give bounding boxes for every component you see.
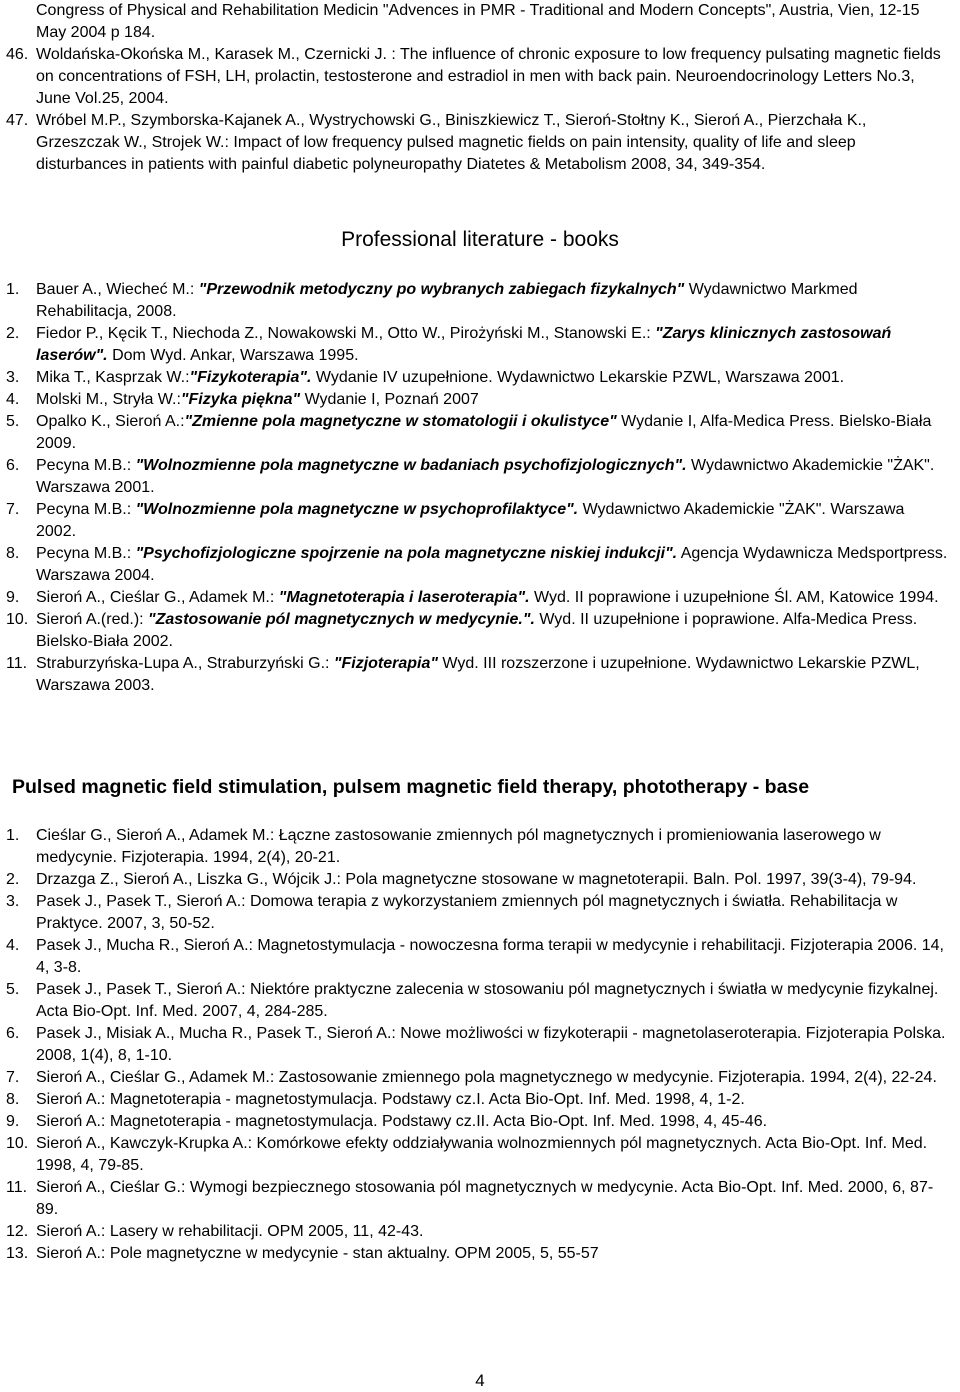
book-authors: Straburzyńska-Lupa A., Straburzyński G.: xyxy=(36,655,334,672)
article-number: 5. xyxy=(6,981,20,998)
book-publisher: Wyd. II uzupełnione i poprawione. Alfa-Medica Press. Bielsko-Biała 2002. xyxy=(36,611,918,650)
article-number: 1. xyxy=(6,827,20,844)
book-title: "Wolnozmienne pola magnetyczne w badaniach psychofizjologicznych". xyxy=(135,457,687,474)
pulsed-heading: Pulsed magnetic field stimulation, pulsem magnetic field therapy, phototherapy - base xyxy=(12,776,810,798)
article-text: Sieroń A.: Magnetoterapia - magnetostymulacja. Podstawy cz.II. Acta Bio-Opt. Inf. Med. 1998, 4, 45-46. xyxy=(36,1113,768,1130)
book-title: "Zmienne pola magnetyczne w stomatologii i okulistyce" xyxy=(184,413,617,430)
book-item xyxy=(0,389,960,411)
book-number: 8. xyxy=(6,545,20,562)
article-item xyxy=(0,825,960,869)
reference-list-top xyxy=(0,0,960,176)
article-number: 6. xyxy=(6,1025,20,1042)
book-item xyxy=(0,587,960,609)
article-text: Pasek J., Mucha R., Sieroń A.: Magnetostymulacja - nowoczesna forma terapii w medycynie i rehabilitacji. Fizjoterapia 2006. 14, 4, 3-8. xyxy=(36,937,944,976)
books-list xyxy=(0,279,960,697)
book-number: 7. xyxy=(6,501,20,518)
article-number: 8. xyxy=(6,1091,20,1108)
books-heading: Professional literature - books xyxy=(341,228,619,251)
book-authors: Opalko K., Sieroń A.: xyxy=(36,413,185,430)
book-number: 2. xyxy=(6,325,20,342)
article-number: 9. xyxy=(6,1113,20,1130)
book-publisher: Agencja Wydawnicza Medsportpress. Warszawa 2004. xyxy=(36,545,948,584)
book-number: 9. xyxy=(6,589,20,606)
book-publisher: Wydanie I, Poznań 2007 xyxy=(300,391,479,408)
article-item xyxy=(0,1067,960,1089)
article-number: 13. xyxy=(6,1245,29,1262)
article-item xyxy=(0,891,960,935)
book-number: 4. xyxy=(6,391,20,408)
article-text: Sieroń A., Kawczyk-Krupka A.: Komórkowe efekty oddziaływania wolnozmiennych pól magnetycznych. Acta Bio-Opt. Inf. Med. 1998, 4, 79-85. xyxy=(36,1135,928,1174)
book-title: "Magnetoterapia i laseroterapia". xyxy=(278,589,530,606)
reference-text: Wróbel M.P., Szymborska-Kajanek A., Wystrychowski G., Biniszkiewicz T., Sieroń-Stołtny K., Sieroń A., Pierzchała K., Grzeszczak W., Strojek W.: Impact of low frequency pulsed magnetic fields on pain intensity, quality of life and sleep disturbances in patients with painful diabetic polyneuropathy Diatetes & Metabolism 2008, 34, 349-354. xyxy=(36,112,867,173)
article-item xyxy=(0,1023,960,1067)
book-publisher: Wydawnictwo Markmed Rehabilitacja, 2008. xyxy=(36,281,858,320)
book-number: 6. xyxy=(6,457,20,474)
article-text: Sieroń A., Cieślar G.: Wymogi bezpiecznego stosowania pól magnetycznych w medycynie. Acta Bio-Opt. Inf. Med. 2000, 6, 87-89. xyxy=(36,1179,934,1218)
article-number: 2. xyxy=(6,871,20,888)
book-title: "Przewodnik metodyczny po wybranych zabiegach fizykalnych" xyxy=(198,281,685,298)
book-item xyxy=(0,455,960,499)
book-number: 11. xyxy=(6,655,28,672)
book-publisher: Wyd. III rozszerzone i uzupełnione. Wydawnictwo Lekarskie PZWL, Warszawa 2003. xyxy=(36,655,920,694)
article-number: 11. xyxy=(6,1179,28,1196)
book-title: "Fizjoterapia" xyxy=(333,655,438,672)
article-number: 12. xyxy=(6,1223,29,1240)
book-authors: Pecyna M.B.: xyxy=(36,501,136,518)
article-text: Pasek J., Misiak A., Mucha R., Pasek T., Sieroń A.: Nowe możliwości w fizykoterapii - magnetolaseroterapia. Fizjoterapia Polska. 2008, 1(4), 8, 1-10. xyxy=(36,1025,946,1064)
article-item xyxy=(0,979,960,1023)
article-item xyxy=(0,1089,960,1111)
book-publisher: Dom Wyd. Ankar, Warszawa 1995. xyxy=(107,347,359,364)
page-number: 4 xyxy=(475,1371,485,1390)
book-title: "Psychofizjologiczne spojrzenie na pola magnetyczne niskiej indukcji". xyxy=(135,545,678,562)
book-number: 10. xyxy=(6,611,29,628)
book-title: "Fizykoterapia". xyxy=(189,369,312,386)
book-title: "Zarys klinicznych zastosowań laserów". xyxy=(36,325,892,364)
book-authors: Mika T., Kasprzak W.: xyxy=(36,369,190,386)
book-publisher: Wydawnictwo Akademickie "ŻAK". Warszawa 2001. xyxy=(36,457,935,496)
article-text: Sieroń A.: Magnetoterapia - magnetostymulacja. Podstawy cz.I. Acta Bio-Opt. Inf. Med. 1998, 4, 1-2. xyxy=(36,1091,745,1108)
book-authors: Pecyna M.B.: xyxy=(36,457,136,474)
book-publisher: Wydanie I, Alfa-Medica Press. Bielsko-Biała 2009. xyxy=(36,413,932,452)
book-item xyxy=(0,367,960,389)
book-title: "Fizyka piękna" xyxy=(180,391,301,408)
article-item xyxy=(0,1111,960,1133)
article-item xyxy=(0,1221,960,1243)
book-authors: Molski M., Stryła W.: xyxy=(36,391,181,408)
book-item xyxy=(0,653,960,697)
book-title: "Wolnozmienne pola magnetyczne w psychoprofilaktyce". xyxy=(135,501,579,518)
book-authors: Sieroń A.(red.): xyxy=(36,611,149,628)
book-authors: Sieroń A., Cieślar G., Adamek M.: xyxy=(36,589,279,606)
article-item xyxy=(0,1243,960,1265)
article-item xyxy=(0,1133,960,1177)
reference-continuation: Congress of Physical and Rehabilitation Medicin "Advences in PMR - Traditional and Modern Concepts", Austria, Vien, 12-15 May 2004 p 184. xyxy=(36,2,920,41)
article-number: 10. xyxy=(6,1135,29,1152)
article-text: Drzazga Z., Sieroń A., Liszka G., Wójcik J.: Pola magnetyczne stosowane w magnetoterapii. Baln. Pol. 1997, 39(3-4), 79-94. xyxy=(36,871,917,888)
pulsed-list xyxy=(0,825,960,1265)
article-number: 3. xyxy=(6,893,20,910)
article-text: Cieślar G., Sieroń A., Adamek M.: Łączne zastosowanie zmiennych pól magnetycznych i promieniowania laserowego w medycynie. Fizjoterapia. 1994, 2(4), 20-21. xyxy=(36,827,881,866)
book-title: "Zastosowanie pól magnetycznych w medycynie.". xyxy=(148,611,535,628)
book-item xyxy=(0,323,960,367)
article-text: Sieroń A., Cieślar G., Adamek M.: Zastosowanie zmiennego pola magnetycznego w medycynie. Fizjoterapia. 1994, 2(4), 22-24. xyxy=(36,1069,937,1086)
reference-number: 46. xyxy=(6,46,29,63)
article-item xyxy=(0,869,960,891)
article-number: 7. xyxy=(6,1069,20,1086)
book-authors: Pecyna M.B.: xyxy=(36,545,136,562)
article-text: Sieroń A.: Lasery w rehabilitacji. OPM 2005, 11, 42-43. xyxy=(36,1223,424,1240)
book-publisher: Wydanie IV uzupełnione. Wydawnictwo Lekarskie PZWL, Warszawa 2001. xyxy=(311,369,845,386)
book-item xyxy=(0,279,960,323)
book-number: 5. xyxy=(6,413,20,430)
article-text: Pasek J., Pasek T., Sieroń A.: Niektóre praktyczne zalecenia w stosowaniu pól magnetycznych i światła w medycynie fizykalnej. Acta Bio-Opt. Inf. Med. 2007, 4, 284-285. xyxy=(36,981,939,1020)
reference-text: Woldańska-Okońska M., Karasek M., Czernicki J. : The influence of chronic exposure to low frequency pulsating magnetic fields on concentrations of FSH, LH, prolactin, testosterone and estradiol in men with back pain. Neuroendocrinology Letters No.3, June Vol.25, 2004. xyxy=(36,46,941,107)
book-item xyxy=(0,411,960,455)
book-item xyxy=(0,499,960,543)
article-item xyxy=(0,935,960,979)
reference-item xyxy=(0,110,960,176)
reference-number: 47. xyxy=(6,112,29,129)
book-authors: Fiedor P., Kęcik T., Niechoda Z., Nowakowski M., Otto W., Pirożyński M., Stanowski E.: xyxy=(36,325,656,342)
book-publisher: Wyd. II poprawione i uzupełnione Śl. AM, Katowice 1994. xyxy=(529,589,939,606)
article-number: 4. xyxy=(6,937,20,954)
book-item xyxy=(0,609,960,653)
article-item xyxy=(0,1177,960,1221)
article-text: Sieroń A.: Pole magnetyczne w medycynie - stan aktualny. OPM 2005, 5, 55-57 xyxy=(36,1245,599,1262)
book-publisher: Wydawnictwo Akademickie "ŻAK". Warszawa 2002. xyxy=(36,501,905,540)
article-text: Pasek J., Pasek T., Sieroń A.: Domowa terapia z wykorzystaniem zmiennych pól magnetycznych i światła. Rehabilitacja w Praktyce. 2007, 3, 50-52. xyxy=(36,893,898,932)
reference-item xyxy=(0,44,960,110)
book-item xyxy=(0,543,960,587)
book-number: 1. xyxy=(6,281,20,298)
book-number: 3. xyxy=(6,369,20,386)
book-authors: Bauer A., Wiecheć M.: xyxy=(36,281,199,298)
